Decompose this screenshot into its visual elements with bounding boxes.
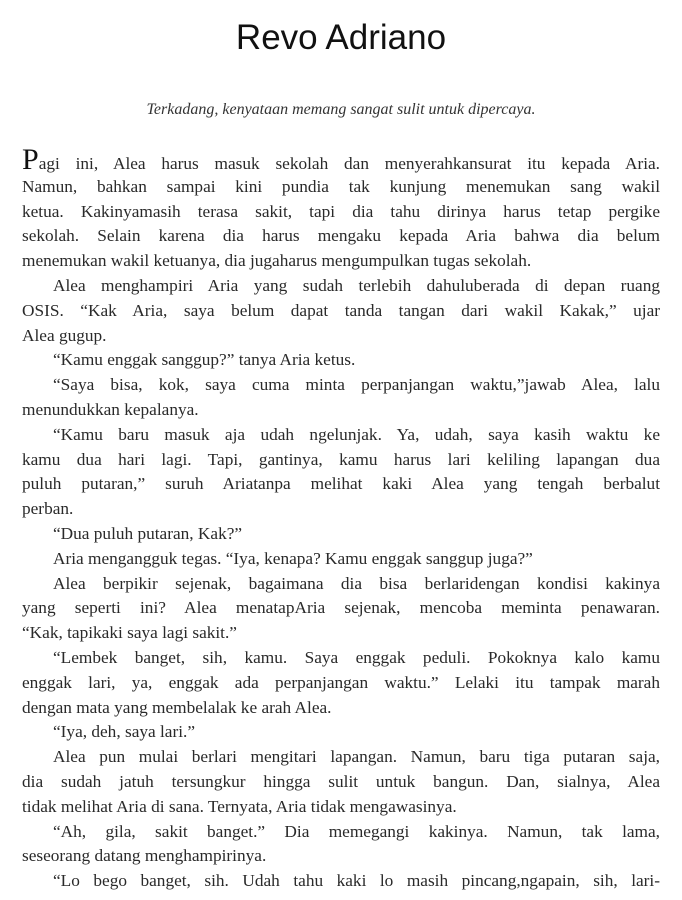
paragraph bbox=[22, 373, 660, 423]
paragraph bbox=[22, 522, 660, 547]
text-line: “Kamu baru masuk aja udah ngelunjak. Ya, udah, saya kasih waktu ke bbox=[53, 424, 660, 444]
paragraph bbox=[22, 143, 660, 274]
text-line: “Saya bisa, kok, saya cuma minta perpanjangan waktu,”jawab Alea, lalu bbox=[53, 375, 660, 395]
text-line: menemukan wakil ketuanya, dia jugaharus mengumpulkan tugas sekolah. bbox=[22, 251, 532, 271]
paragraph bbox=[22, 572, 660, 646]
text-line: perban. bbox=[22, 499, 74, 519]
text-line: ketua. Kakinyamasih terasa sakit, tapi dia tahu dirinya harus tetap pergike bbox=[22, 201, 660, 221]
paragraph bbox=[22, 547, 660, 572]
text-line: OSIS. “Kak Aria, saya belum dapat tanda tangan dari wakil Kakak,” ujar bbox=[22, 300, 660, 320]
text-line: yang seperti ini? Alea menatapAria sejenak, mencoba meminta penawaran. bbox=[22, 598, 660, 618]
text-line: enggak lari, ya, enggak ada perpanjangan waktu.” Lelaki itu tampak marah bbox=[22, 672, 660, 692]
text-line: dia sudah jatuh tersungkur hingga sulit untuk bangun. Dan, sialnya, Alea bbox=[22, 771, 660, 791]
epigraph: Terkadang, kenyataan memang sangat sulit untuk dipercaya. bbox=[146, 101, 536, 118]
paragraph bbox=[22, 423, 660, 522]
text-line: “Kak, tapikaki saya lagi sakit.” bbox=[22, 623, 237, 643]
text-line: Aria mengangguk tegas. “Iya, kenapa? Kamu enggak sanggup juga?” bbox=[53, 548, 533, 568]
text-line: “Kamu enggak sanggup?” tanya Aria ketus. bbox=[53, 350, 356, 370]
page-title: Revo Adriano bbox=[235, 18, 447, 57]
text-line: tidak melihat Aria di sana. Ternyata, Aria tidak mengawasinya. bbox=[22, 796, 457, 816]
text-line: sekolah. Selain karena dia harus mengaku kepada Aria bahwa dia belum bbox=[22, 226, 660, 246]
paragraph bbox=[22, 869, 660, 894]
text-line: puluh putaran,” suruh Ariatanpa melihat kaki Alea yang tengah berbalut bbox=[22, 474, 660, 494]
text-line: “Lo bego banget, sih. Udah tahu kaki lo masih pincang,ngapain, sih, lari- bbox=[53, 871, 660, 891]
paragraph bbox=[22, 646, 660, 720]
text-line: Alea menghampiri Aria yang sudah terlebih dahuluberada di depan ruang bbox=[53, 275, 660, 295]
text-line: Alea pun mulai berlari mengitari lapangan. Namun, baru tiga putaran saja, bbox=[53, 747, 660, 767]
paragraph bbox=[22, 745, 660, 819]
paragraph bbox=[22, 274, 660, 348]
text-line: Pagi ini, Alea harus masuk sekolah dan menyerahkansurat itu kepada Aria. bbox=[22, 143, 660, 176]
text-line: “Dua puluh putaran, Kak?” bbox=[53, 523, 243, 543]
text-line: Alea gugup. bbox=[22, 325, 107, 345]
paragraph bbox=[22, 720, 660, 745]
text-line: menundukkan kepalanya. bbox=[22, 399, 199, 419]
drop-cap: P bbox=[22, 143, 39, 176]
text-line: “Lembek banget, sih, kamu. Saya enggak peduli. Pokoknya kalo kamu bbox=[53, 647, 660, 667]
text-line: “Iya, deh, saya lari.” bbox=[53, 722, 196, 742]
text-line: seseorang datang menghampirinya. bbox=[22, 846, 267, 866]
text-line: Namun, bahkan sampai kini pundia tak kunjung menemukan sang wakil bbox=[22, 176, 660, 196]
text-line: dengan mata yang membelalak ke arah Alea. bbox=[22, 697, 332, 717]
paragraph bbox=[22, 348, 660, 373]
text-line: Alea berpikir sejenak, bagaimana dia bisa berlaridengan kondisi kakinya bbox=[53, 573, 660, 593]
chapter-body bbox=[22, 143, 660, 894]
paragraph bbox=[22, 820, 660, 870]
text-line: “Ah, gila, sakit banget.” Dia memegangi kakinya. Namun, tak lama, bbox=[53, 821, 660, 841]
text-line: kamu dua hari lagi. Tapi, gantinya, kamu harus lari keliling lapangan dua bbox=[22, 449, 660, 469]
